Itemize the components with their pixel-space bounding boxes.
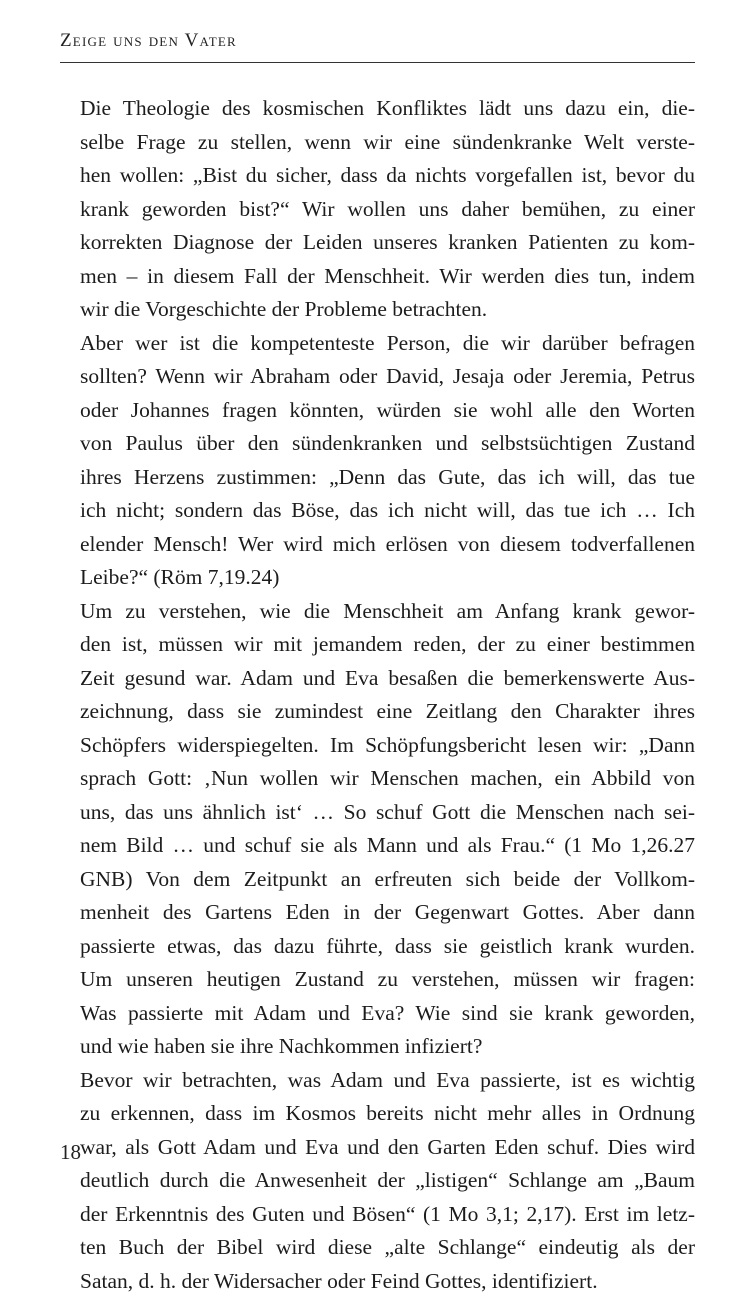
header-rule xyxy=(60,62,695,63)
page-number: 18 xyxy=(60,1140,81,1165)
text-line: den ist, müssen wir mit jemandem reden, der zu einer bestimmen xyxy=(80,628,695,662)
text-line: krank geworden bist?“ Wir wollen uns daher bemühen, zu einer xyxy=(80,193,695,227)
text-line: Was passierte mit Adam und Eva? Wie sind sie krank geworden, xyxy=(80,997,695,1031)
text-line: Um unseren heutigen Zustand zu verstehen, müssen wir fragen: xyxy=(80,963,695,997)
text-line: Schöpfers widerspiegelten. Im Schöpfungsbericht lesen wir: „Dann xyxy=(80,729,695,763)
text-line: oder Johannes fragen könnten, würden sie wohl alle den Worten xyxy=(80,394,695,428)
text-line: men – in diesem Fall der Menschheit. Wir werden dies tun, indem xyxy=(80,260,695,294)
text-line: deutlich durch die Anwesenheit der „listigen“ Schlange am „Baum xyxy=(80,1164,695,1198)
text-line: selbe Frage zu stellen, wenn wir eine sündenkranke Welt verste- xyxy=(80,126,695,160)
body-text xyxy=(80,92,695,1298)
text-line: nem Bild … und schuf sie als Mann und als Frau.“ (1 Mo 1,26.27 xyxy=(80,829,695,863)
text-line: sprach Gott: ‚Nun wollen wir Menschen machen, ein Abbild von xyxy=(80,762,695,796)
text-line: elender Mensch! Wer wird mich erlösen von diesem todverfallenen xyxy=(80,528,695,562)
text-line: Zeit gesund war. Adam und Eva besaßen die bemerkenswerte Aus- xyxy=(80,662,695,696)
text-line: ten Buch der Bibel wird diese „alte Schlange“ eindeutig als der xyxy=(80,1231,695,1265)
text-line: Leibe?“ (Röm 7,19.24) xyxy=(80,561,695,595)
text-line: wir die Vorgeschichte der Probleme betrachten. xyxy=(80,293,695,327)
text-line: ihres Herzens zustimmen: „Denn das Gute, das ich will, das tue xyxy=(80,461,695,495)
text-line: Bevor wir betrachten, was Adam und Eva passierte, ist es wichtig xyxy=(80,1064,695,1098)
text-line: passierte etwas, das dazu führte, dass sie geistlich krank wurden. xyxy=(80,930,695,964)
text-line: war, als Gott Adam und Eva und den Garten Eden schuf. Dies wird xyxy=(80,1131,695,1165)
text-line: Aber wer ist die kompetenteste Person, die wir darüber befragen xyxy=(80,327,695,361)
text-line: und wie haben sie ihre Nachkommen infiziert? xyxy=(80,1030,695,1064)
text-line: Um zu verstehen, wie die Menschheit am Anfang krank gewor- xyxy=(80,595,695,629)
text-line: hen wollen: „Bist du sicher, dass da nichts vorgefallen ist, bevor du xyxy=(80,159,695,193)
text-line: menheit des Gartens Eden in der Gegenwart Gottes. Aber dann xyxy=(80,896,695,930)
text-line: uns, das uns ähnlich ist‘ … So schuf Gott die Menschen nach sei- xyxy=(80,796,695,830)
running-head: Zeige uns den Vater xyxy=(60,30,237,52)
text-line: sollten? Wenn wir Abraham oder David, Jesaja oder Jeremia, Petrus xyxy=(80,360,695,394)
text-line: GNB) Von dem Zeitpunkt an erfreuten sich beide der Vollkom- xyxy=(80,863,695,897)
text-line: Satan, d. h. der Widersacher oder Feind Gottes, identifiziert. xyxy=(80,1265,695,1298)
text-line: von Paulus über den sündenkranken und selbstsüchtigen Zustand xyxy=(80,427,695,461)
text-line: korrekten Diagnose der Leiden unseres kranken Patienten zu kom- xyxy=(80,226,695,260)
text-line: zeichnung, dass sie zumindest eine Zeitlang den Charakter ihres xyxy=(80,695,695,729)
text-line: zu erkennen, dass im Kosmos bereits nicht mehr alles in Ordnung xyxy=(80,1097,695,1131)
text-line: ich nicht; sondern das Böse, das ich nicht will, das tue ich … Ich xyxy=(80,494,695,528)
text-line: Die Theologie des kosmischen Konfliktes lädt uns dazu ein, die- xyxy=(80,92,695,126)
text-line: der Erkenntnis des Guten und Bösen“ (1 Mo 3,1; 2,17). Erst im letz- xyxy=(80,1198,695,1232)
